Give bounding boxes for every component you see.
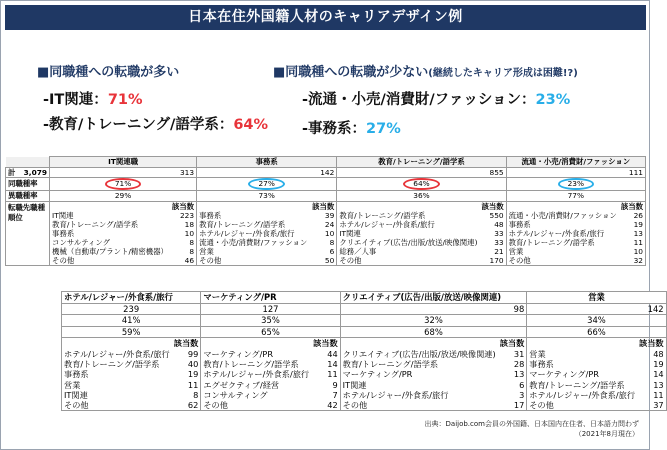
column-header: IT関連職	[50, 157, 197, 168]
ranking-item: ホテル/レジャー/外食系/旅行 48	[339, 219, 504, 229]
ranking-list: 該当数 営業 48 事務系 19 マーケティング/PR 14 教育/トレーニング/語学系 13 ホテル/レジャー/外食系/旅行 11 その他 37	[529, 338, 664, 411]
ranking-item: コンサルティング 7	[203, 389, 338, 400]
ranking-item: 教育/トレーニング/語学系 13	[529, 379, 664, 390]
total-value: 142	[527, 303, 666, 315]
same-rate-value: 23%	[558, 178, 594, 190]
same-rate-row	[62, 315, 667, 327]
ranking-item: 教育/トレーニング/語学系 11	[508, 237, 643, 247]
ranking-item: IT関連 223	[52, 210, 195, 220]
highlight-retail	[302, 88, 570, 109]
source-date: （2021年8月現在）	[574, 430, 639, 438]
ranking-item: 事務系 39	[199, 210, 335, 220]
total-value: 239	[62, 303, 201, 315]
ranking-item: IT関連 33	[339, 228, 504, 238]
ranking-item: クリエイティブ(広告/出版/放送/映像関連) 31	[342, 348, 525, 359]
diff-rate-row	[6, 191, 646, 202]
ranking-item: その他 42	[203, 400, 338, 411]
ranking-item: ホテル/レジャー/外食系/旅行 3	[342, 389, 525, 400]
ranking-item: 教育/トレーニング/語学系 40	[64, 358, 199, 369]
ranking-item: その他 17	[342, 400, 525, 411]
ranking-list: 該当数 ホテル/レジャー/外食系/旅行 99 教育/トレーニング/語学系 40 事務系 19 営業 11 IT関連 8 その他 62	[64, 338, 199, 411]
ranking-item: ホテル/レジャー/外食系/旅行 99	[64, 348, 199, 359]
right-heading	[273, 61, 578, 80]
column-header: ホテル/レジャー/外食系/旅行	[62, 292, 201, 304]
right-heading-main: ■同職種への転職が少ない	[273, 65, 429, 80]
page-title: 日本在住外国籍人材のキャリアデザイン例	[5, 5, 646, 30]
career-table-2	[61, 291, 667, 411]
highlight-label: -流通・小売/消費財/ファッション：	[302, 92, 536, 108]
diff-rate-value: 29%	[50, 191, 197, 202]
ranking-item: 事務系 19	[529, 358, 664, 369]
ranking-cell	[527, 338, 666, 411]
ranking-item: 教育/トレーニング/語学系 28	[342, 358, 525, 369]
ranking-item: その他 46	[52, 255, 195, 265]
ranking-cell	[340, 338, 527, 411]
ranking-item: ホテル/レジャー/外食系/旅行 11	[203, 369, 338, 380]
ranking-list: 該当数 教育/トレーニング/語学系 550 ホテル/レジャー/外食系/旅行 48 IT関連 33 クリエイティブ(広告/出版/放送/映像関連) 33 総務／人事 21 その他 170	[339, 201, 504, 265]
same-rate-value: 35%	[201, 315, 340, 327]
table-header-row	[62, 292, 667, 304]
career-table-1	[5, 156, 646, 266]
same-rate-label: 同職種率	[6, 178, 50, 191]
column-header: クリエイティブ(広告/出版/放送/映像関連)	[340, 292, 527, 304]
total-label-cell: 計 3,079	[6, 167, 50, 178]
ranking-item: 流通・小売/消費財/ファッション 8	[199, 237, 335, 247]
diff-rate-value: 68%	[340, 326, 527, 338]
ranking-item: IT関連 6	[342, 379, 525, 390]
ranking-row	[62, 338, 667, 411]
ranking-cell	[337, 201, 506, 265]
total-value: 313	[50, 167, 197, 178]
total-value: 111	[506, 167, 645, 178]
source-note	[425, 419, 639, 439]
source-line: 出典：Daijob.com会員の外国籍、日本国内在住者、日本語力問わず	[424, 420, 639, 428]
ranking-item: 事務系 10	[52, 228, 195, 238]
ranking-cell	[197, 201, 337, 265]
ranking-cell	[50, 201, 197, 265]
ranking-item: IT関連 8	[64, 389, 199, 400]
total-value: 142	[197, 167, 337, 178]
total-row	[6, 167, 646, 178]
diff-rate-label: 異職種率	[6, 191, 50, 202]
ranking-item: 教育/トレーニング/語学系 18	[52, 219, 195, 229]
ranking-item: 営業 10	[508, 246, 643, 256]
diff-rate-value: 59%	[62, 326, 201, 338]
ranking-list: 該当数 事務系 39 教育/トレーニング/語学系 24 ホテル/レジャー/外食系/旅行 10 流通・小売/消費財/ファッション 8 営業 6 その他 50	[199, 201, 335, 265]
ranking-label-cell: 転職先職種 順位	[6, 201, 50, 265]
highlight-value: 64%	[233, 117, 269, 133]
ranking-list: 該当数 クリエイティブ(広告/出版/放送/映像関連) 31 教育/トレーニング/語学系 28 マーケティング/PR 13 IT関連 6 ホテル/レジャー/外食系/旅行 3 その他 17	[342, 338, 525, 411]
ranking-cell	[201, 338, 340, 411]
ranking-item: 営業 11	[64, 379, 199, 390]
same-rate-value: 71%	[105, 178, 141, 190]
total-row	[62, 303, 667, 315]
diff-rate-value: 66%	[527, 326, 666, 338]
ranking-item: 流通・小売/消費財/ファッション 26	[508, 210, 643, 220]
right-heading-note: (継続したキャリア形成は困難!?)	[428, 68, 578, 79]
highlight-value: 27%	[366, 121, 401, 137]
ranking-item: 営業 6	[199, 246, 335, 256]
same-rate-value: 27%	[248, 178, 284, 190]
ranking-cell	[62, 338, 201, 411]
same-rate-value: 34%	[527, 315, 666, 327]
ranking-list: 該当数 マーケティング/PR 44 教育/トレーニング/語学系 14 ホテル/レジャー/外食系/旅行 11 エグゼクティブ/経営 9 コンサルティング 7 その他 42	[203, 338, 338, 411]
ranking-item: その他 32	[508, 255, 643, 265]
highlight-label: -IT関連：	[43, 92, 108, 108]
highlight-it	[43, 88, 143, 109]
ranking-item: エグゼクティブ/経営 9	[203, 379, 338, 390]
ranking-item: その他 50	[199, 255, 335, 265]
ranking-row	[6, 201, 646, 265]
column-header: 事務系	[197, 157, 337, 168]
left-heading: ■同職種への転職が多い	[37, 65, 180, 80]
table-header-row	[6, 157, 646, 168]
total-value: 855	[337, 167, 506, 178]
ranking-cell	[506, 201, 645, 265]
ranking-item: 教育/トレーニング/語学系 550	[339, 210, 504, 220]
ranking-item: 総務／人事 21	[339, 246, 504, 256]
total-value: 98	[340, 303, 527, 315]
ranking-item: 事務系 19	[508, 219, 643, 229]
ranking-item: 教育/トレーニング/語学系 14	[203, 358, 338, 369]
diff-rate-value: 36%	[337, 191, 506, 202]
ranking-item: クリエイティブ(広告/出版/放送/映像関連) 33	[339, 237, 504, 247]
highlight-education	[43, 113, 268, 134]
ranking-item: コンサルティング 8	[52, 237, 195, 247]
ranking-item: ホテル/レジャー/外食系/旅行 10	[199, 228, 335, 238]
same-rate-value: 41%	[62, 315, 201, 327]
ranking-item: 機械（自動車/プラント/精密機器） 8	[52, 246, 195, 256]
diff-rate-row	[62, 326, 667, 338]
ranking-item: マーケティング/PR 44	[203, 348, 338, 359]
highlight-office	[302, 117, 401, 138]
ranking-item: 事務系 19	[64, 369, 199, 380]
highlight-value: 71%	[107, 92, 143, 108]
same-rate-value: 64%	[403, 178, 439, 190]
ranking-item: ホテル/レジャー/外食系/旅行 13	[508, 228, 643, 238]
diff-rate-value: 77%	[506, 191, 645, 202]
ranking-item: その他 170	[339, 255, 504, 265]
ranking-list: 該当数 IT関連 223 教育/トレーニング/語学系 18 事務系 10 コンサルティング 8 機械（自動車/プラント/精密機器） 8 その他 46	[52, 201, 195, 265]
column-header: マーケティング/PR	[201, 292, 340, 304]
ranking-item: その他 62	[64, 400, 199, 411]
ranking-item: マーケティング/PR 14	[529, 369, 664, 380]
ranking-item: 教育/トレーニング/語学系 24	[199, 219, 335, 229]
column-header: 営業	[527, 292, 666, 304]
highlight-label: -教育/トレーニング/語学系：	[43, 117, 234, 133]
total-value: 127	[201, 303, 340, 315]
column-header: 流通・小売/消費財/ファッション	[506, 157, 645, 168]
diff-rate-value: 65%	[201, 326, 340, 338]
same-rate-value: 32%	[340, 315, 527, 327]
corner-cell	[6, 157, 50, 168]
highlight-value: 23%	[535, 92, 571, 108]
same-rate-row	[6, 178, 646, 191]
column-header: 教育/トレーニング/語学系	[337, 157, 506, 168]
ranking-item: ホテル/レジャー/外食系/旅行 11	[529, 389, 664, 400]
ranking-item: マーケティング/PR 13	[342, 369, 525, 380]
diff-rate-value: 73%	[197, 191, 337, 202]
ranking-item: その他 37	[529, 400, 664, 411]
highlight-label: -事務系：	[302, 121, 367, 137]
ranking-item: 営業 48	[529, 348, 664, 359]
ranking-list: 該当数 流通・小売/消費財/ファッション 26 事務系 19 ホテル/レジャー/外食系/旅行 13 教育/トレーニング/語学系 11 営業 10 その他 32	[508, 201, 643, 265]
